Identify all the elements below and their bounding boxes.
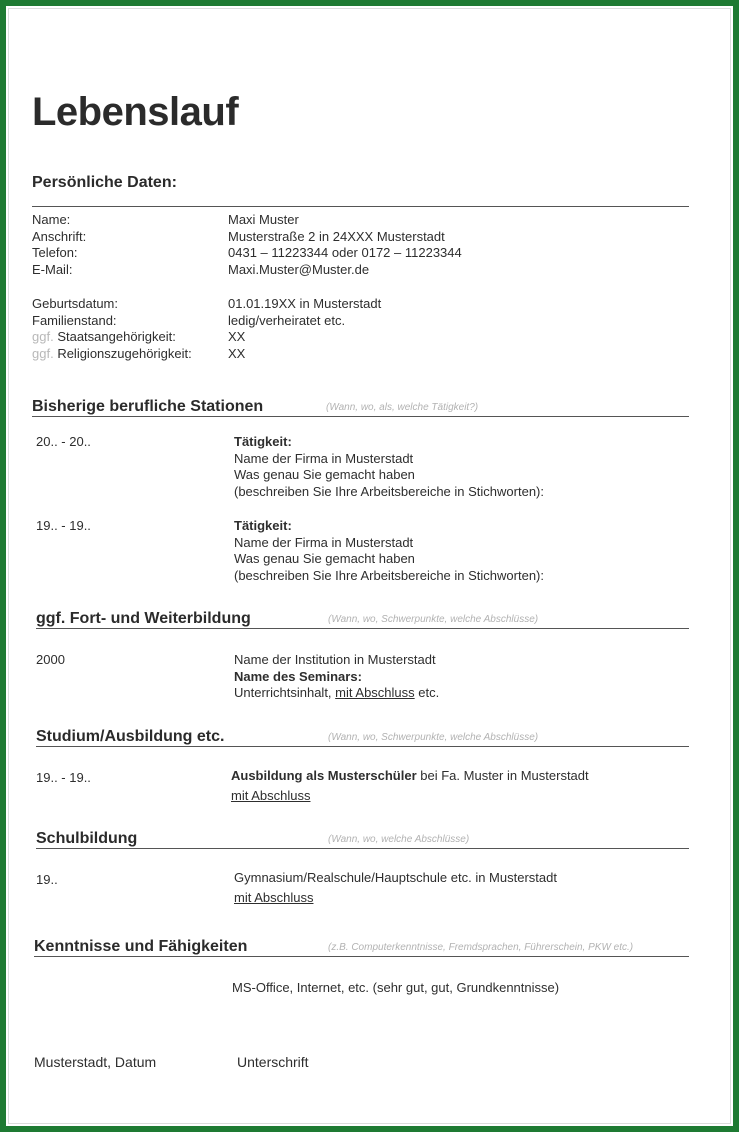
career-heading: Bisherige berufliche Stationen [32,398,264,415]
school-heading: Schulbildung [36,830,138,847]
personal-values [228,212,462,278]
value-email: Maxi.Muster@Muster.de [228,261,370,277]
career-what-2: Was genau Sie gemacht haben [234,551,415,566]
place-date: Musterstadt, Datum [34,1054,157,1070]
school-text: Gymnasium/Realschule/Hauptschule etc. in Musterstadt [234,870,557,885]
nationality-text: Staatsangehörigkeit: [57,329,176,344]
value-phone: 0431 – 11223344 oder 0172 – 11223344 [228,245,462,260]
label-marital: Familienstand: [32,312,117,328]
personal-heading: Persönliche Daten: [32,174,177,191]
studies-title-rest: bei Fa. Muster in Musterstadt [420,768,589,783]
career-entry-1 [234,434,544,500]
personal-labels-2 [32,296,192,362]
skills-text: MS-Office, Internet, etc. (sehr gut, gut, Grundkenntnisse) [232,980,560,995]
optional-prefix: ggf. [32,345,54,361]
studies-heading: Studium/Ausbildung etc. [36,728,225,745]
training-entry [234,652,439,702]
career-entry-2 [234,518,544,584]
school-rule [36,848,689,849]
studies-title-line [231,768,589,785]
personal-labels [32,212,86,278]
skills-hint: (z.B. Computerkenntnisse, Fremdsprachen, Führerschein, PKW etc.) [328,942,634,953]
career-period-1: 20.. - 20.. [36,434,91,449]
label-phone: Telefon: [32,245,78,260]
career-role-2: Tätigkeit: [234,518,292,533]
school-certificate: mit Abschluss [234,889,314,905]
religion-text: Religionszugehörigkeit: [57,345,192,361]
personal-rule [32,206,689,207]
skills-rule [34,956,689,957]
career-what-1: Was genau Sie gemacht haben [234,467,415,482]
label-email: E-Mail: [32,261,73,277]
training-rule [36,628,689,629]
training-content-line [234,685,439,702]
label-name: Name: [32,212,71,227]
training-year: 2000 [36,652,65,667]
studies-hint: (Wann, wo, Schwerpunkte, welche Abschlüsse) [328,732,539,743]
studies-entry [231,768,589,804]
career-hint: (Wann, wo, als, welche Tätigkeit?) [326,402,479,413]
studies-certificate: mit Abschluss [231,787,311,803]
value-marital: ledig/verheiratet etc. [228,312,346,328]
signature-label: Unterschrift [237,1054,309,1070]
studies-title: Ausbildung als Musterschüler [231,768,417,783]
value-address: Musterstraße 2 in 24XXX Musterstadt [228,228,445,244]
career-company-1: Name der Firma in Musterstadt [234,450,414,466]
career-rule [32,416,689,417]
training-content-end: etc. [418,685,440,700]
resume-page [6,6,733,1126]
training-heading: ggf. Fort- und Weiterbildung [36,610,251,627]
skills-heading: Kenntnisse und Fähigkeiten [34,938,248,955]
training-seminar: Name des Seminars: [234,668,362,684]
training-hint: (Wann, wo, Schwerpunkte, welche Abschlüsse) [328,614,539,625]
training-certificate: mit Abschluss [335,685,415,700]
training-content: Unterrichtsinhalt, [234,685,332,700]
label-religion [32,346,192,363]
label-address: Anschrift: [32,228,87,244]
career-role-1: Tätigkeit: [234,434,292,449]
document-title: Lebenslauf [32,90,239,134]
studies-rule [36,746,689,747]
training-institution: Name der Institution in Musterstadt [234,652,436,667]
value-birthdate: 01.01.19XX in Musterstadt [228,296,382,311]
label-birthdate: Geburtsdatum: [32,296,118,311]
school-hint: (Wann, wo, welche Abschlüsse) [328,834,470,845]
optional-prefix: ggf. [32,329,54,344]
label-nationality [32,329,192,346]
school-year: 19.. [36,872,58,887]
value-name: Maxi Muster [228,212,299,227]
career-describe-2: (beschreiben Sie Ihre Arbeitsbereiche in Stichworten): [234,567,544,583]
studies-period: 19.. - 19.. [36,770,91,785]
value-religion: XX [228,345,246,361]
personal-values-2 [228,296,381,362]
career-period-2: 19.. - 19.. [36,518,91,533]
career-describe-1: (beschreiben Sie Ihre Arbeitsbereiche in Stichworten): [234,483,544,499]
value-nationality: XX [228,329,246,344]
career-company-2: Name der Firma in Musterstadt [234,534,414,550]
school-entry [234,870,557,906]
